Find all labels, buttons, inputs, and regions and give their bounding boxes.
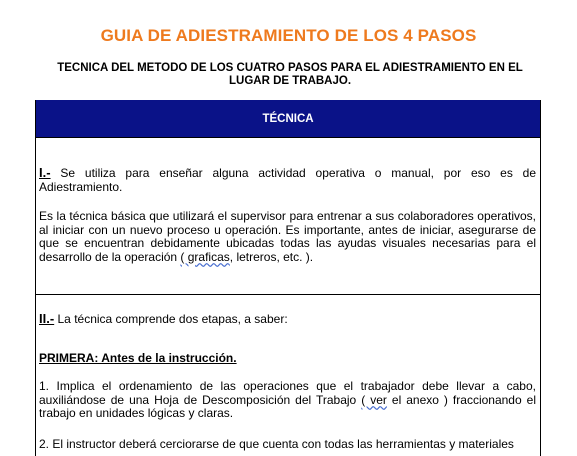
row-divider [36,137,540,138]
item-1-end: el anexo ) fraccionando el trabajo en unidades lógicas y claras. [39,392,536,420]
section-2-intro-text: La técnica comprende dos etapas, a saber: [54,312,288,326]
technique-table [35,100,541,456]
section-1-numeral: I.- [39,165,51,180]
section-1-paragraph-1 [39,166,536,194]
document-title: GUIA DE ADIESTRAMIENTO DE LOS 4 PASOS [100,26,477,45]
section-2-item-2 [39,438,536,452]
section-2-item-1 [39,380,536,421]
table-header [36,100,540,137]
item-2-text: 2. El instructor deberá cerciorarse de que cuenta con todas las herramientas y materiales [39,437,514,451]
spellcheck-word: ( ver [361,392,387,407]
primera-heading: PRIMERA: Antes de la instrucción. [39,351,237,365]
spellcheck-word: ( graficas [180,249,230,264]
subtitle-line-1: TECNICA DEL METODO DE LOS CUATRO PASOS PARA EL ADIESTRAMIENTO EN EL [57,62,523,74]
section-1-paragraph-2 [39,210,536,264]
section-2-intro [39,312,536,327]
section-1-text: Se utiliza para enseñar alguna actividad operativa o manual, por eso es de Adiestramiento. [39,166,536,194]
table-header-label: TÉCNICA [262,112,314,125]
section-1-p2-end: , letreros, etc. ). [229,249,314,264]
section-2-heading [39,352,536,366]
section-1-p2-text: Es la técnica básica que utilizará el supervisor para entrenar a sus colaboradores operativos, al iniciar con un nuevo proceso u operación. Es importante, antes de iniciar, asegurarse de que se encuentran debidamente ubicadas todas las ayudas visuales necesarias para el desarrollo de la operación [39,209,536,264]
row-divider [36,294,540,295]
subtitle-line-2: LUGAR DE TRABAJO. [228,75,352,87]
document-subtitle [40,62,540,88]
section-2-numeral: II.- [39,311,55,326]
item-1-text: 1. Implica el ordenamiento de las operaciones que el trabajador debe llevar a cabo, auxiliándose de una Hoja de Descomposición del Trabajo [39,379,536,407]
